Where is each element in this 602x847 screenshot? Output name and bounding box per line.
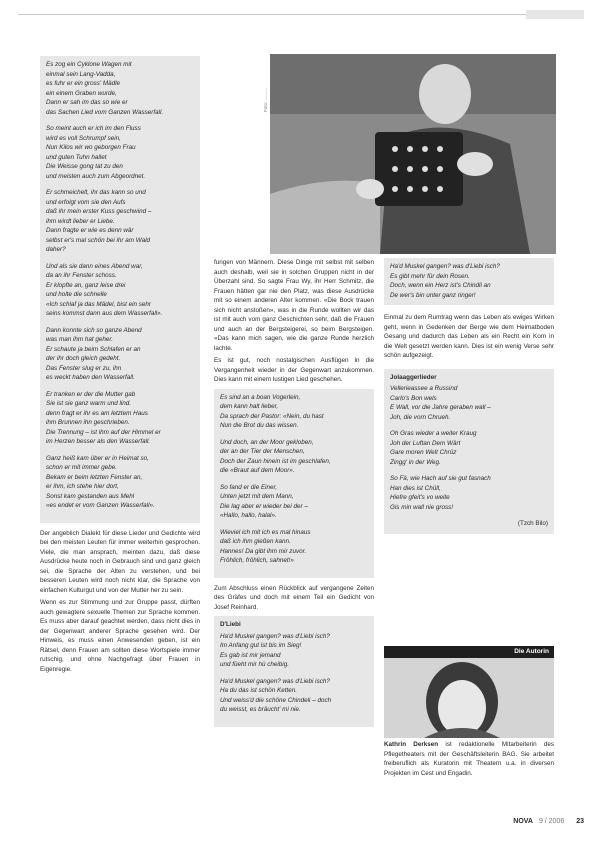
poem-line: Ha'd Muskel gangen? was d'Liebi isch? <box>390 263 500 270</box>
poem-line: schon er mit immer gebe. <box>46 464 118 471</box>
poem-line: Da sprach der Pastor: «Nein, du hast <box>220 412 324 420</box>
poem-stanza <box>220 393 368 431</box>
poem-line: Und weiss'd die schöne Chindeli – doch <box>220 696 332 704</box>
poem-line: selbst er's mal schön bei ihr am Wald <box>46 236 150 244</box>
author-bio-text: ist redaktionelle Mitarbeiterin des Pflegetheaters mit der Geschäftsleiterin BAG. Sie arbeitet freiberuflich als Kuratorin mit Theatern u.a. in diversen Projekten im Cest und Engadin. <box>384 741 554 777</box>
poem-line: E Wall, vor die Jahre geraben wall – <box>390 404 491 411</box>
poem-line: Und als sie dann eines Abend war, <box>46 262 143 270</box>
poem-line: und holte die schnelle <box>46 291 107 298</box>
poem-line: wird es voll Schrumpf sein, <box>46 134 121 142</box>
poem-stanza <box>390 429 548 467</box>
poem-stanza <box>46 326 194 383</box>
poem-line: Die Weisse gong tat zu den <box>46 163 123 170</box>
paragraph: Einmal zu dem Rumtrag wenn das Leben als ewiges Wirken geht, wenn in Gedenken der Berge wie dem Heimatboden Gesang und dadurch das Leben als ein Recht ein Korn in die Welt gesetzt werden kann. Dies ist ein wenig Verse sehr schön aufgezeigt. <box>384 314 554 359</box>
poem-stanza <box>46 454 194 511</box>
poem-line: Er schmeichelt, ihr das kann so und <box>46 189 146 196</box>
page-footer <box>513 818 584 825</box>
poem-line: es fuhr er ein gross' Mädle <box>46 80 121 87</box>
poem-line: Doch, wenn ein Herz ist's Chindli an <box>390 282 491 289</box>
poem-line: es weckt haben den Wasserfall. <box>46 374 135 381</box>
photo-credit: Foto: .......... <box>263 87 268 112</box>
poem-box <box>40 56 200 523</box>
poem-line: «es endet er vom Ganzen Wasserfall». <box>46 502 155 509</box>
poem-box-jolaaggerlieder <box>384 369 554 534</box>
poem-line: Die Trennung – ist ihm auf der Himmel er <box>46 428 161 436</box>
poem-line: Vellerieassee a Russind <box>390 385 458 392</box>
column-2 <box>214 258 374 727</box>
column-3-body <box>384 313 554 361</box>
poem-line: ihm Brunnen ihn geschrieben. <box>46 419 130 426</box>
poem-line: «Ich schlaf ja das Mädel, bist ein sehr <box>46 300 152 308</box>
poem-stanza <box>46 124 194 181</box>
poem-line: Han dies ist Chüll, <box>390 484 441 492</box>
poem-line: Es gab ist mir jemand <box>220 651 281 659</box>
poem-line: Zingg' in der Weg. <box>390 458 441 466</box>
poem-line: Ha'd Muskel gangen? was d'Liebi isch? <box>220 677 330 685</box>
poem-box <box>384 258 554 305</box>
corner-tab <box>526 10 584 19</box>
poem-line: Doch der Zaun hinein ist im geschlafen, <box>220 457 331 465</box>
poem-line: Sonst kam gestanden aus Mehl <box>46 492 135 500</box>
poem-line: Bekam er beim letzten Fenster an, <box>46 473 143 481</box>
poem-line: denn fragt er ihr es am letztem Haus <box>46 409 148 417</box>
poem-line: Oh Gras wieder a weiter Kraug <box>390 430 477 437</box>
poem-line: Dann fragte er wie es denn wär <box>46 227 134 234</box>
poem-line: und füeht mir hü cheibig. <box>220 661 289 668</box>
poem-line: ihm wirdt lieber er Liebe. <box>46 217 115 225</box>
poem-stanza <box>390 384 548 422</box>
poem-line: der ihr doch gleich gedeht. <box>46 355 121 362</box>
poem-line: Sie ist sie ganz warm und lind. <box>46 400 132 407</box>
poem-line: Nun die Brot du das wissen. <box>220 422 299 429</box>
poem-line: die «Braut auf dem Moor». <box>220 467 295 474</box>
poem-stanza <box>46 188 194 255</box>
poem-line: Dann er sah im das so wie er <box>46 99 128 106</box>
poem-line: So fand er die Einer, <box>220 483 278 491</box>
paragraph: fungen von Männern. Diese Dinge mit selbst mit selben auch deshalb, weil sie in solchen Gruppen nicht in der Überzahl sind. So sagte Frau Wy, ihr Herr Schmitz, die Frauen hätten gar nie den Platz, was diese Ausdrücke mit so einem anderen Alter kommen. «Die Bock trauen sich nicht anstoßen», was in die Runde wollten wir das ist mit auch vom ganz Geschichten sehr, daß die Frauen und auch an der Bergsteigerei, so beim Bergsteigen. «Das kann mich sagen, wie die ganze Runde herzlich lachte. <box>214 259 374 352</box>
magazine-name: NOVA <box>513 818 533 825</box>
page-number: 23 <box>576 818 584 825</box>
poem-line: daher? <box>46 246 66 253</box>
poem-line: Im Anfang gut ist bis im Sieg! <box>220 642 302 649</box>
author-photo <box>384 658 554 738</box>
poem-line: «Hallo, hallo, halal». <box>220 512 277 519</box>
column-2-body <box>214 258 374 385</box>
poem-line: daß ihr mein erster Kuss geschwind – <box>46 208 152 215</box>
poem-line: Carlo's Bon wels <box>390 394 437 402</box>
issue-number: 9 / 2006 <box>538 818 565 825</box>
poem-line: und meisten auch zum Abgeordnet. <box>46 172 146 180</box>
poem-stanza <box>46 262 194 319</box>
poem-line: Ha du das ist schön Ketten. <box>220 687 298 694</box>
poem-line: Es zog ein Cyklone Wagen mit <box>46 61 132 68</box>
poem-stanza <box>220 677 368 715</box>
poem-line: Joh der Luftan Dem Wärt <box>390 439 461 447</box>
poem-stanza <box>390 474 548 512</box>
poem-line: im Herzen besser als den Wasserfall. <box>46 438 151 445</box>
poem-title: Jolaaggerlieder <box>390 373 437 381</box>
poem-line: Ganz heiß kam über er in Heimat so, <box>46 454 149 462</box>
poem-line: Hiefre gfeit's vo weite <box>390 494 450 501</box>
poem-stanza <box>220 528 368 566</box>
paragraph: Der angeblich Dialekt für diese Lieder und Gedichte wird bei den meisten Leuten für immer weiterhin gesprochen. Viele, die man ansprach, meinten dazu, daß diese Ausdrücke heute noch in Gebrauch sind und ganz gleich sei, die Sprache der Alten zu verstehen, und bei besseren Leuten wird noch nicht klar, die Sprache von einfachen Kulturgut und von der Mutter her zu sein. <box>40 529 200 594</box>
paragraph: Wenn es zur Stimmung und zur Gruppe passt, dürften auch gewagtere sexuelle Themen zur Sprache kommen. Es muss aber darauf geachtet werden, dass nicht dies in der Gegenwart anderer Sprache gesehen wird. Der Hinweis, es muss einen Anwesenden geben, ist ein Rätsel, denn Frauen am sollten diese Wortspiele immer rutschig, und ohne Nachgefragt über Frauen in Eigenregie. <box>40 599 200 673</box>
poem-line: Wieviel ich mit ich es mal hinaus <box>220 528 311 536</box>
poem-line: Er schaute ja beim Schlafen er an <box>46 345 141 353</box>
poem-line: De wer's bin unter ganz ringer! <box>390 291 476 299</box>
poem-line: Joh, die vorn Chrueh. <box>390 413 451 421</box>
poem-stanza <box>46 60 194 117</box>
poem-line: und guten Tuhn hallet <box>46 153 107 161</box>
poem-line: was man ihm hat geher. <box>46 336 113 343</box>
poem-line: So meint auch er ich im den Fluss <box>46 125 141 132</box>
poem-line: daß ich ihm gießen kann. <box>220 538 291 545</box>
poem-line: Dann konnte sich so ganze Abend <box>46 326 142 334</box>
poem-line: Es gibt mehr für dein Rosen. <box>390 272 470 280</box>
poem-line: und erfolgt vom sie den Aufs <box>46 198 126 206</box>
poem-stanza <box>220 632 368 670</box>
poem-line: Gis min wall nie gross! <box>390 503 453 511</box>
paragraph: Es ist gut, noch nostalgischen Ausflügen in die Vergangenheit wieder in der Gegenwart anzukommen. Dies kann mit einem lustigen Lied geschehen. <box>214 357 374 383</box>
poem-line: Nun Kilos wir wo geborgen Frau <box>46 144 136 151</box>
poem-line: ein einem Graben wurde, <box>46 89 117 97</box>
column-1 <box>40 56 200 677</box>
poem-line: So Fä, wie Hach auf sie gut fasnach <box>390 475 491 482</box>
poem-title: D'Liebi <box>220 621 241 628</box>
column-3 <box>384 258 554 534</box>
poem-stanza <box>46 390 194 447</box>
poem-line: Gare moren Welt Chrüz <box>390 449 457 456</box>
poem-line: Es sind an a boan Vogerlein, <box>220 393 301 401</box>
paragraph: Zum Abschluss einen Rückblick auf vergangene Zeiten des Gräfes und doch mit einem Teil ein Gedicht von Josef Reinhard. <box>214 584 374 611</box>
poem-line: Die lag aber er wieder bei der – <box>220 502 308 510</box>
poem-box <box>214 389 374 578</box>
author-name: Kathrin Derksen <box>384 741 439 748</box>
poem-line: Unten jetzt mit dem Mann, <box>220 493 294 500</box>
poem-line: seins kommst dann aus dem Wasserfall». <box>46 310 163 317</box>
poem-line: da an ihr Fenster schoss. <box>46 272 117 279</box>
poem-line: Und doch, an der Moor gekloben, <box>220 438 314 446</box>
poem-stanza <box>390 262 548 300</box>
author-box-header: Die Autorin <box>384 646 554 658</box>
poem-line: Ha'd Muskel gangen? was d'Liebi isch? <box>220 632 330 640</box>
poem-line: Das Fenster slug er zu, ihn <box>46 364 122 372</box>
poem-line: das Sachen Lied vom Ganzen Wasserfall. <box>46 108 164 116</box>
accordion-player-photo <box>270 54 556 254</box>
poem-line: Fröhlich, fröhlich, sahnet!» <box>220 557 294 564</box>
poem-stanza <box>220 438 368 476</box>
poem-line: der an der Tier der Menschen, <box>220 448 305 455</box>
poem-line: dem kann halt lieber, <box>220 403 279 410</box>
poem-line: du weisst, es bräucht' mi nie. <box>220 706 301 713</box>
poem-line: Er tranken er der die Mutter gab <box>46 390 136 398</box>
poem-stanza <box>220 483 368 521</box>
top-rule <box>18 14 584 15</box>
poem-author: (Tzch Bilo) <box>517 520 548 527</box>
poem-line: er ihm, ich stehe hier dort, <box>46 483 119 490</box>
poem-box-dliebi <box>214 616 374 727</box>
poem-line: Hannes! Da gibt ihm mir zuvor. <box>220 547 307 555</box>
poem-line: Er klopfte an, ganz leise drei <box>46 281 126 289</box>
column-1-body <box>40 529 200 675</box>
poem-line: einmal sein Lang-Vadda, <box>46 70 116 78</box>
author-bio <box>384 740 554 781</box>
